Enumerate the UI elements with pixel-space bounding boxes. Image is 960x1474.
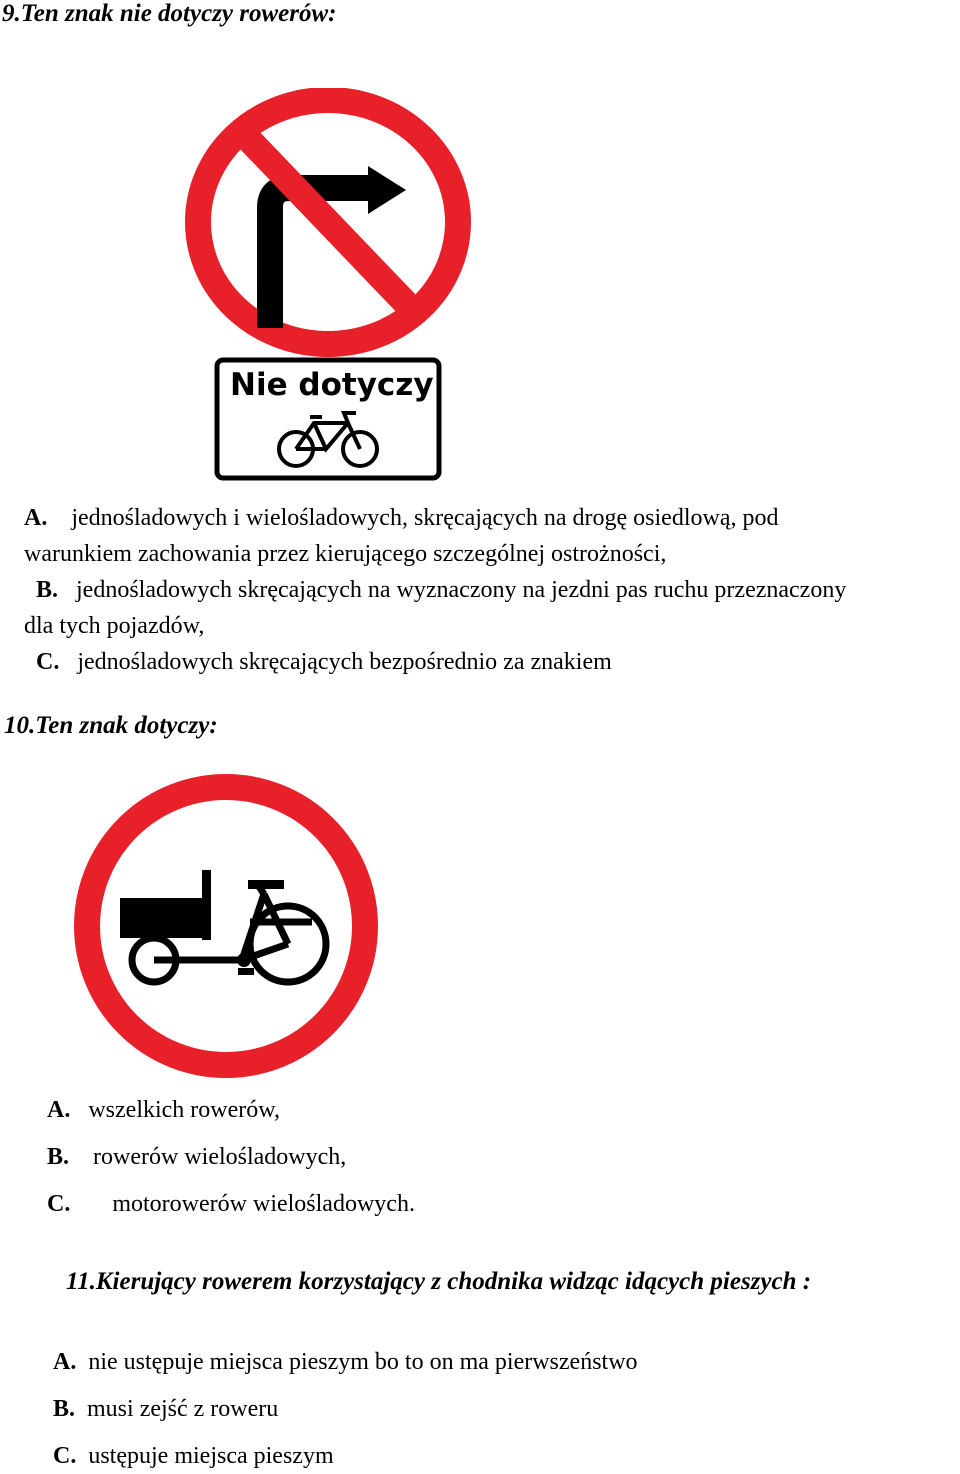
question-9-option-c: C. jednośladowych skręcających bezpośrednio za znakiem xyxy=(36,649,612,675)
question-10-option-a: A. wszelkich rowerów, xyxy=(47,1097,281,1123)
question-10-heading: 10.Ten znak dotyczy: xyxy=(4,712,218,739)
no-cargo-bicycle-sign-icon xyxy=(72,772,380,1080)
question-10-option-b: B. rowerów wielośladowych, xyxy=(47,1144,347,1170)
question-9-option-b: B. jednośladowych skręcających na wyznaczony na jezdni pas ruchu przeznaczony dla tych pojazdów, xyxy=(24,577,847,639)
question-11-heading: 11.Kierujący rowerem korzystający z chodnika widząc idących pieszych : xyxy=(66,1268,812,1295)
question-10-option-c: C. motorowerów wielośladowych. xyxy=(47,1191,415,1217)
exception-plate-text: Nie dotyczy xyxy=(230,367,434,403)
no-right-turn-sign-icon xyxy=(180,88,476,362)
question-11-option-c: C. ustępuje miejsca pieszym xyxy=(53,1443,334,1469)
question-11-option-a: A. nie ustępuje miejsca pieszym bo to on ma pierwszeństwo xyxy=(53,1349,638,1375)
question-9-option-a: A. jednośladowych i wielośladowych, skręcających na drogę osiedlową, pod warunkiem zachowania przez kierującego szczególnej ostrożności, xyxy=(24,505,779,567)
question-11-option-b: B. musi zejść z roweru xyxy=(53,1396,279,1422)
question-9-heading: 9.Ten znak nie dotyczy rowerów: xyxy=(2,0,337,27)
